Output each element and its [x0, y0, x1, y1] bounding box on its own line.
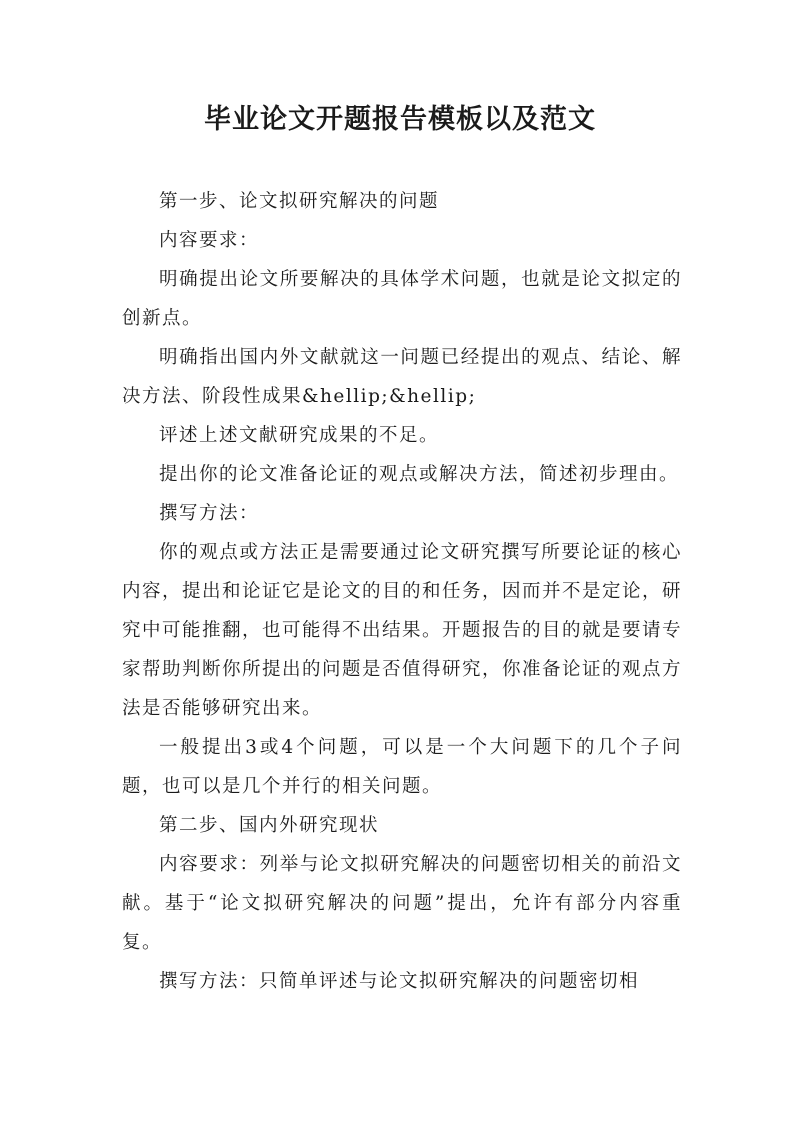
document-body — [122, 182, 682, 1001]
paragraph-content-requirements-label: 内容要求： — [159, 230, 260, 251]
paragraph: 撰写方法：只简单评述与论文拟研究解决的问题密切相 — [159, 971, 640, 992]
paragraph: 评述上述文献研究成果的不足。 — [159, 425, 440, 446]
paragraph: 你的观点或方法正是需要通过论文研究撰写所要论证的核心内容，提出和论证它是论文的目的和任务，因而并不是定论，研究中可能推翻，也可能得不出结果。开题报告的目的就是要请专家帮助判断你所提出的问题是否值得研究，你准备论证的观点方法是否能够研究出来。 — [122, 542, 683, 719]
paragraph: 明确指出国内外文献就这一问题已经提出的观点、结论、解决方法、阶段性成果&hellip;&hellip; — [122, 347, 682, 407]
document-title: 毕业论文开题报告模板以及范文 — [204, 104, 596, 135]
paragraph-writing-method-label: 撰写方法： — [159, 503, 260, 524]
paragraph: 提出你的论文准备论证的观点或解决方法，简述初步理由。 — [159, 464, 680, 485]
paragraph: 内容要求：列举与论文拟研究解决的问题密切相关的前沿文献。基于“论文拟研究解决的问题”提出，允许有部分内容重复。 — [122, 854, 682, 953]
paragraph: 明确提出论文所要解决的具体学术问题，也就是论文拟定的创新点。 — [122, 269, 682, 329]
paragraph: 一般提出3或4个问题，可以是一个大问题下的几个子问题，也可以是几个并行的相关问题。 — [122, 737, 682, 797]
paragraph-step1-heading: 第一步、论文拟研究解决的问题 — [159, 191, 440, 212]
paragraph-step2-heading: 第二步、国内外研究现状 — [159, 815, 380, 836]
